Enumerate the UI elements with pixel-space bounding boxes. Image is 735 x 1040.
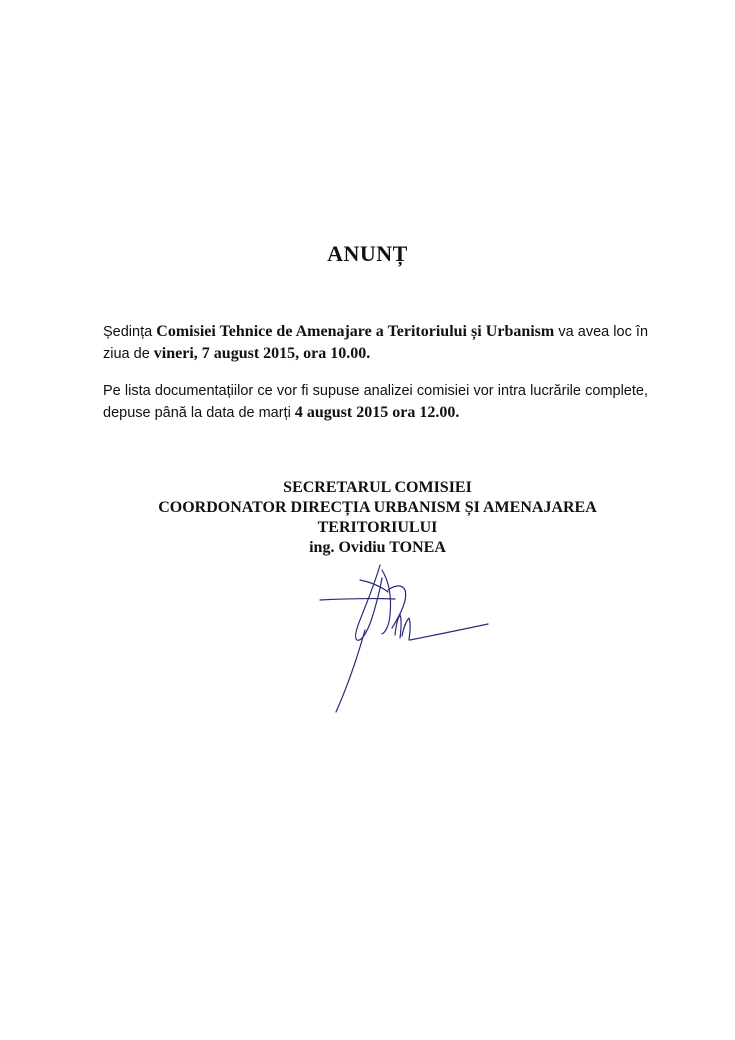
- meeting-text-1: Ședința: [103, 324, 157, 340]
- handwritten-signature: [310, 560, 500, 720]
- document-title: ANUNȚ: [327, 241, 408, 266]
- deadline-paragraph: [103, 380, 648, 424]
- deadline-text: Pe lista documentațiilor ce vor fi supuse analizei comisiei vor intra lucrările complete, depuse până la data de marți: [103, 383, 648, 421]
- signatory-block: [0, 478, 735, 558]
- signatory-role: SECRETARUL COMISIEI: [283, 479, 472, 496]
- deadline-date: 4 august 2015 ora 12.00.: [294, 404, 460, 421]
- signatory-name: ing. Ovidiu TONEA: [309, 539, 446, 556]
- signatory-position-cont: TERITORIULUI: [317, 519, 438, 536]
- meeting-date: vineri, 7 august 2015, ora 10.00.: [153, 345, 371, 362]
- signatory-position: COORDONATOR DIRECȚIA URBANISM ȘI AMENAJAREA: [158, 499, 597, 516]
- meeting-text-2: va avea loc în ziua de: [103, 324, 649, 362]
- meeting-paragraph: [103, 321, 648, 365]
- commission-name: Comisiei Tehnice de Amenajare a Teritoriului și Urbanism: [156, 323, 555, 340]
